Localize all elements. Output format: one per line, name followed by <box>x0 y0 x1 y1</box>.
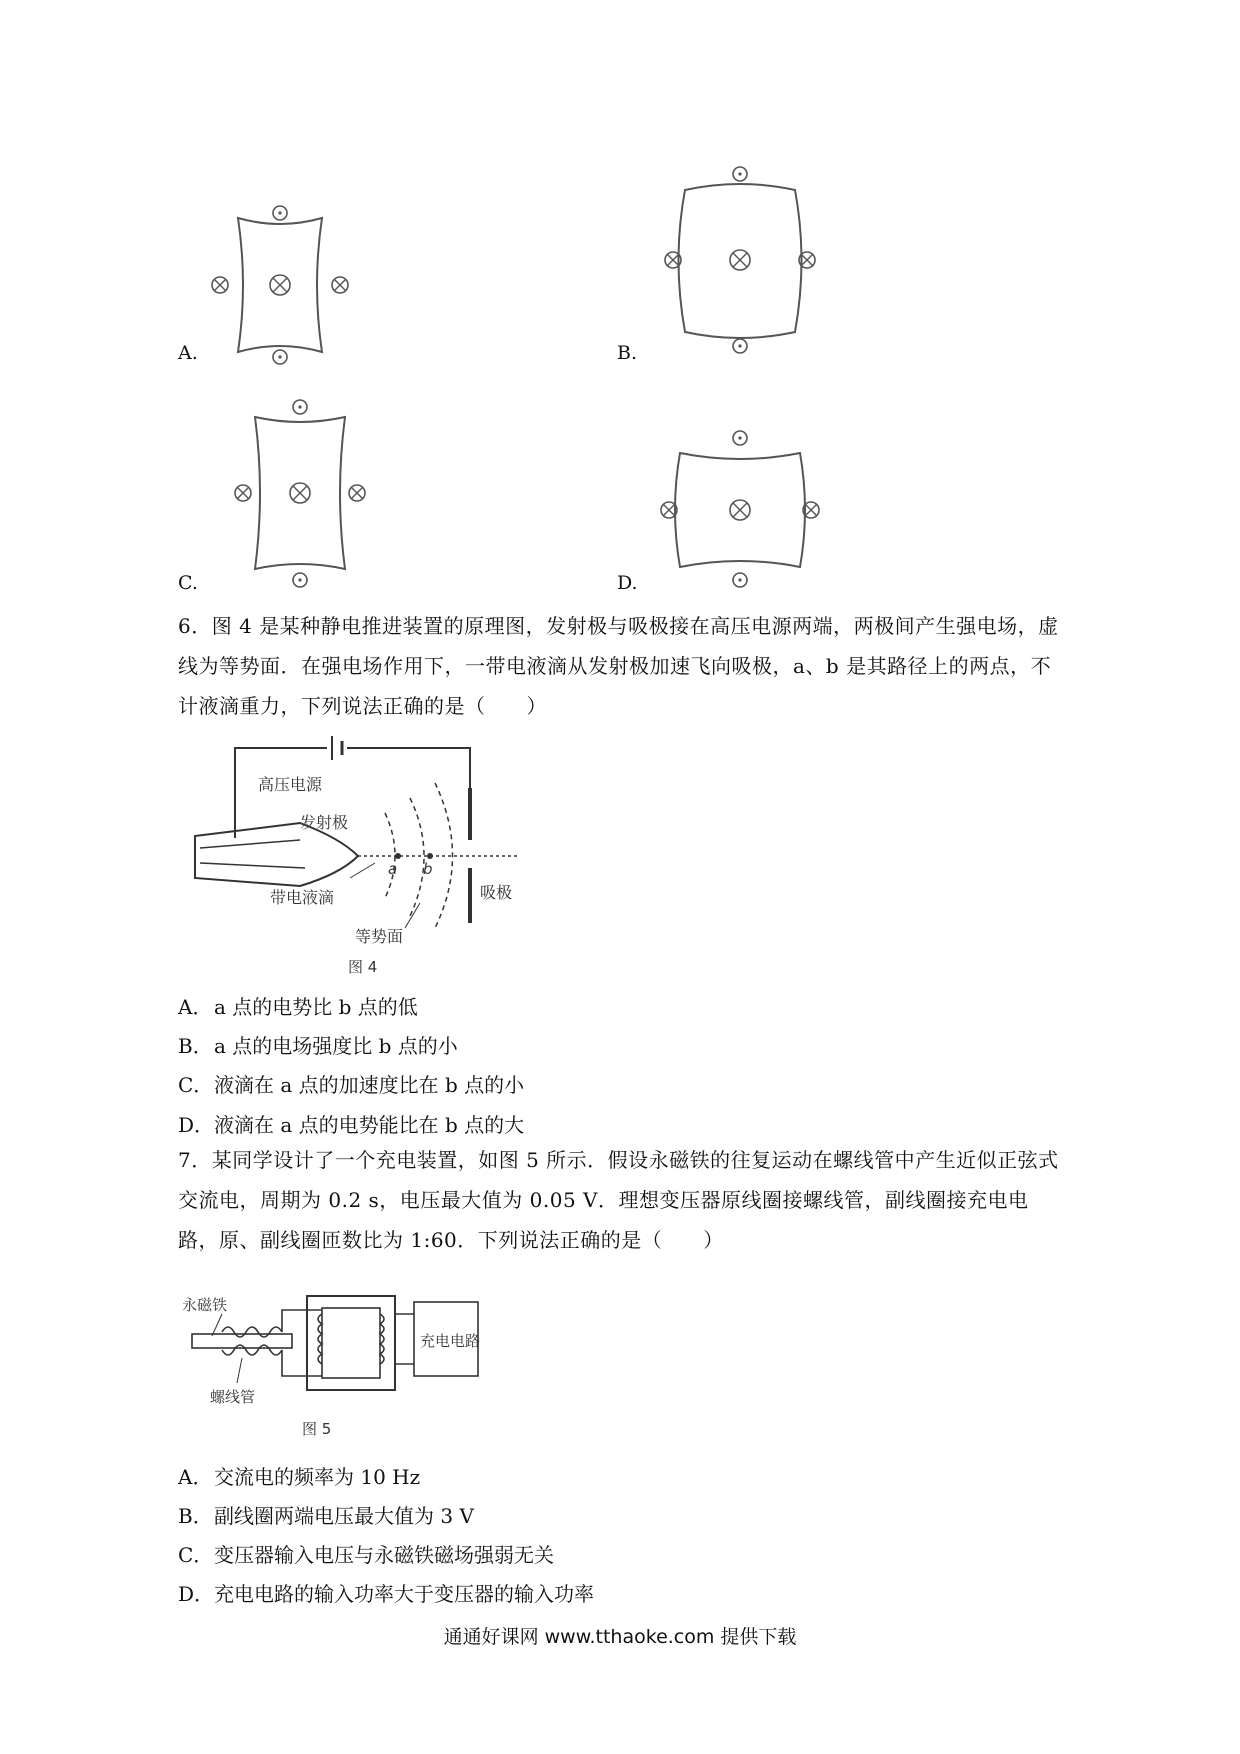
option-b-figure <box>660 160 820 360</box>
q7-choice-c-key: C． <box>178 1543 214 1567</box>
q6-emitter-label: 发射极 <box>300 813 349 832</box>
q6-point-a: a <box>388 860 398 878</box>
q7-choice-d-key: D． <box>178 1582 215 1606</box>
q6-caption: 图 4 <box>348 958 378 976</box>
option-a-label: A. <box>178 342 198 364</box>
page-footer: 通通好课网 www.tthaoke.com 提供下载 <box>443 1626 797 1648</box>
option-c-label: C. <box>178 572 198 594</box>
q7-circuit-label: 充电电路 <box>420 1332 481 1350</box>
q6-choice-d-key: D． <box>178 1113 215 1137</box>
q7-choice-a <box>178 1462 420 1492</box>
q7-choice-b-text: 副线圈两端电压最大值为 3 V <box>214 1504 474 1528</box>
q6-stem <box>178 606 1068 726</box>
q6-choice-d <box>178 1110 524 1140</box>
q6-choice-c-text: 液滴在 a 点的加速度比在 b 点的小 <box>214 1073 525 1097</box>
q6-choice-b-text: a 点的电场强度比 b 点的小 <box>214 1034 458 1058</box>
q6-equipotential-label: 等势面 <box>355 927 404 946</box>
q7-choice-c <box>178 1540 554 1570</box>
q6-collector-label: 吸极 <box>480 883 513 902</box>
q6-choice-c-key: C． <box>178 1073 214 1097</box>
q7-choice-c-text: 变压器输入电压与永磁铁磁场强弱无关 <box>214 1543 554 1567</box>
q7-solenoid-label: 螺线管 <box>210 1388 256 1406</box>
q7-stem <box>178 1140 1068 1260</box>
q6-figure <box>180 728 540 978</box>
option-a-figure <box>200 200 360 370</box>
option-c-figure <box>225 395 375 590</box>
option-d-figure <box>655 425 825 590</box>
q7-stem-text: 7．某同学设计了一个充电装置，如图 5 所示．假设永磁铁的往复运动在螺线管中产生近似正弦式交流电，周期为 0.2 s，电压最大值为 0.05 V．理想变压器原线圈接螺线管，副线圈接充电电路，原、副线圈匝数比为 1:60．下列说法正确的是（ ） <box>178 1148 1059 1252</box>
q6-choice-b-key: B． <box>178 1034 213 1058</box>
q6-choice-b <box>178 1031 458 1061</box>
option-b-label: B. <box>617 342 638 364</box>
q6-droplet-label: 带电液滴 <box>270 888 335 907</box>
q6-choice-d-text: 液滴在 a 点的电势能比在 b 点的大 <box>214 1113 525 1137</box>
q7-choice-d-text: 充电电路的输入功率大于变压器的输入功率 <box>214 1582 594 1606</box>
option-d-label: D. <box>617 572 638 594</box>
q6-choice-a <box>178 992 418 1022</box>
q7-choice-b-key: B． <box>178 1504 213 1528</box>
q7-magnet-label: 永磁铁 <box>182 1296 228 1314</box>
q7-choice-b <box>178 1501 474 1531</box>
q7-figure <box>182 1288 482 1438</box>
q6-choice-c <box>178 1070 524 1100</box>
q7-choice-a-text: 交流电的频率为 10 Hz <box>214 1465 421 1489</box>
q7-caption: 图 5 <box>302 1420 332 1438</box>
q7-choice-d <box>178 1579 594 1609</box>
q6-stem-text: 6．图 4 是某种静电推进装置的原理图，发射极与吸极接在高压电源两端，两极间产生强电场，虚线为等势面．在强电场作用下，一带电液滴从发射极加速飞向吸极，a、b 是其路径上的两点，不计液滴重力，下列说法正确的是（ ） <box>178 614 1059 718</box>
q6-choice-a-key: A． <box>178 995 213 1019</box>
q6-choice-a-text: a 点的电势比 b 点的低 <box>214 995 418 1019</box>
q6-power-label: 高压电源 <box>258 775 323 794</box>
q6-point-b: b <box>423 860 433 878</box>
q7-choice-a-key: A． <box>178 1465 213 1489</box>
